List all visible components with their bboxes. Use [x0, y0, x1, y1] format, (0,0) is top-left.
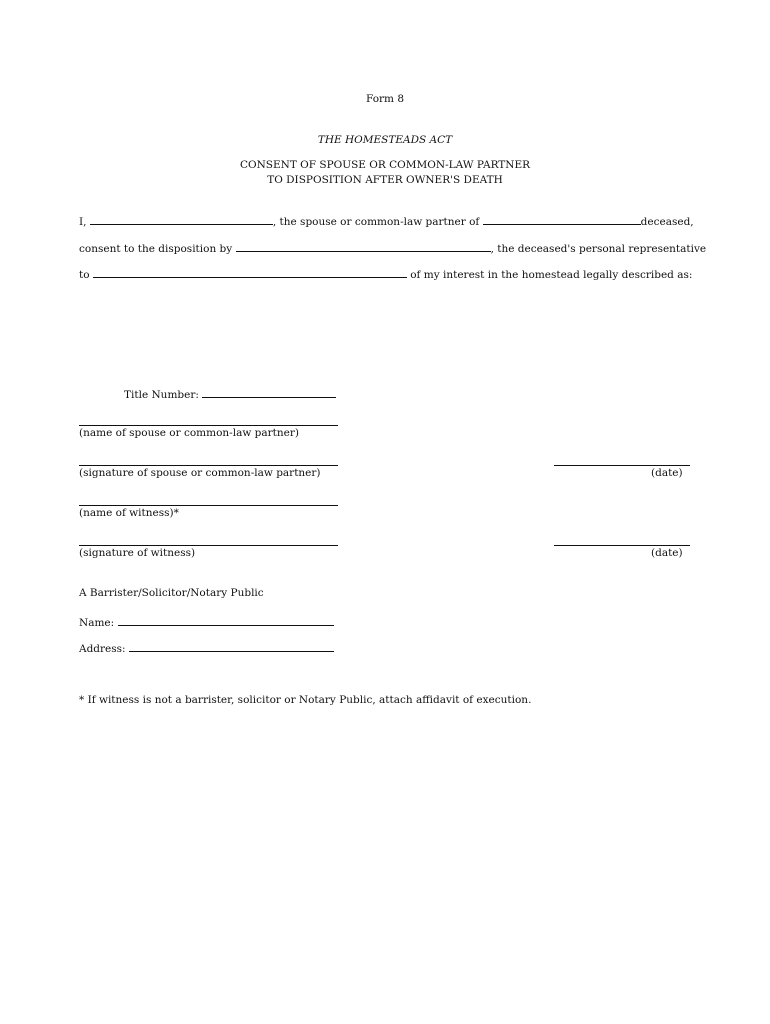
title-number-label: Title Number: [124, 389, 199, 401]
witness-name-line[interactable] [79, 505, 338, 506]
notary-address-label: Address: [79, 643, 126, 655]
witness-signature-line[interactable] [79, 545, 338, 546]
consent-line-3 [79, 266, 692, 281]
spouse-name-caption: (name of spouse or common-law partner) [79, 427, 299, 439]
notary-name-label: Name: [79, 617, 115, 629]
disposition-recipient-field[interactable] [93, 266, 407, 278]
notary-address-row [79, 640, 334, 655]
line2-suffix: , the deceased's personal representative [490, 243, 707, 255]
spouse-name-field[interactable] [90, 213, 273, 225]
date-caption-1: (date) [651, 467, 683, 479]
deceased-name-field[interactable] [483, 213, 641, 225]
line1-suffix: deceased, [640, 216, 694, 228]
personal-representative-field[interactable] [236, 240, 491, 252]
line3-suffix: of my interest in the homestead legally described as: [410, 269, 693, 281]
form-heading-line2: TO DISPOSITION AFTER OWNER'S DEATH [267, 174, 503, 186]
notary-address-field[interactable] [129, 640, 334, 652]
spouse-signature-line[interactable] [79, 465, 338, 466]
witness-footnote: * If witness is not a barrister, solicitor or Notary Public, attach affidavit of execution. [79, 694, 532, 706]
line1-prefix: I, [79, 216, 87, 228]
line3-prefix: to [79, 269, 90, 281]
notary-name-row [79, 614, 334, 629]
notary-name-field[interactable] [118, 614, 334, 626]
spouse-signature-caption: (signature of spouse or common-law partner) [79, 467, 321, 479]
witness-name-caption: (name of witness)* [79, 507, 179, 519]
date-line-2[interactable] [554, 545, 690, 546]
line2-prefix: consent to the disposition by [79, 243, 233, 255]
date-caption-2: (date) [651, 547, 683, 559]
notary-heading: A Barrister/Solicitor/Notary Public [79, 587, 264, 599]
form-heading-line1: CONSENT OF SPOUSE OR COMMON-LAW PARTNER [239, 159, 531, 171]
act-title: THE HOMESTEADS ACT [317, 134, 453, 146]
line1-middle: , the spouse or common-law partner of [272, 216, 480, 228]
form-number: Form 8 [365, 93, 405, 105]
witness-signature-caption: (signature of witness) [79, 547, 196, 559]
title-number-row [124, 386, 336, 401]
title-number-field[interactable] [202, 386, 336, 398]
date-line-1[interactable] [554, 465, 690, 466]
consent-line-1 [79, 213, 694, 228]
consent-line-2 [79, 240, 706, 255]
spouse-name-line[interactable] [79, 425, 338, 426]
